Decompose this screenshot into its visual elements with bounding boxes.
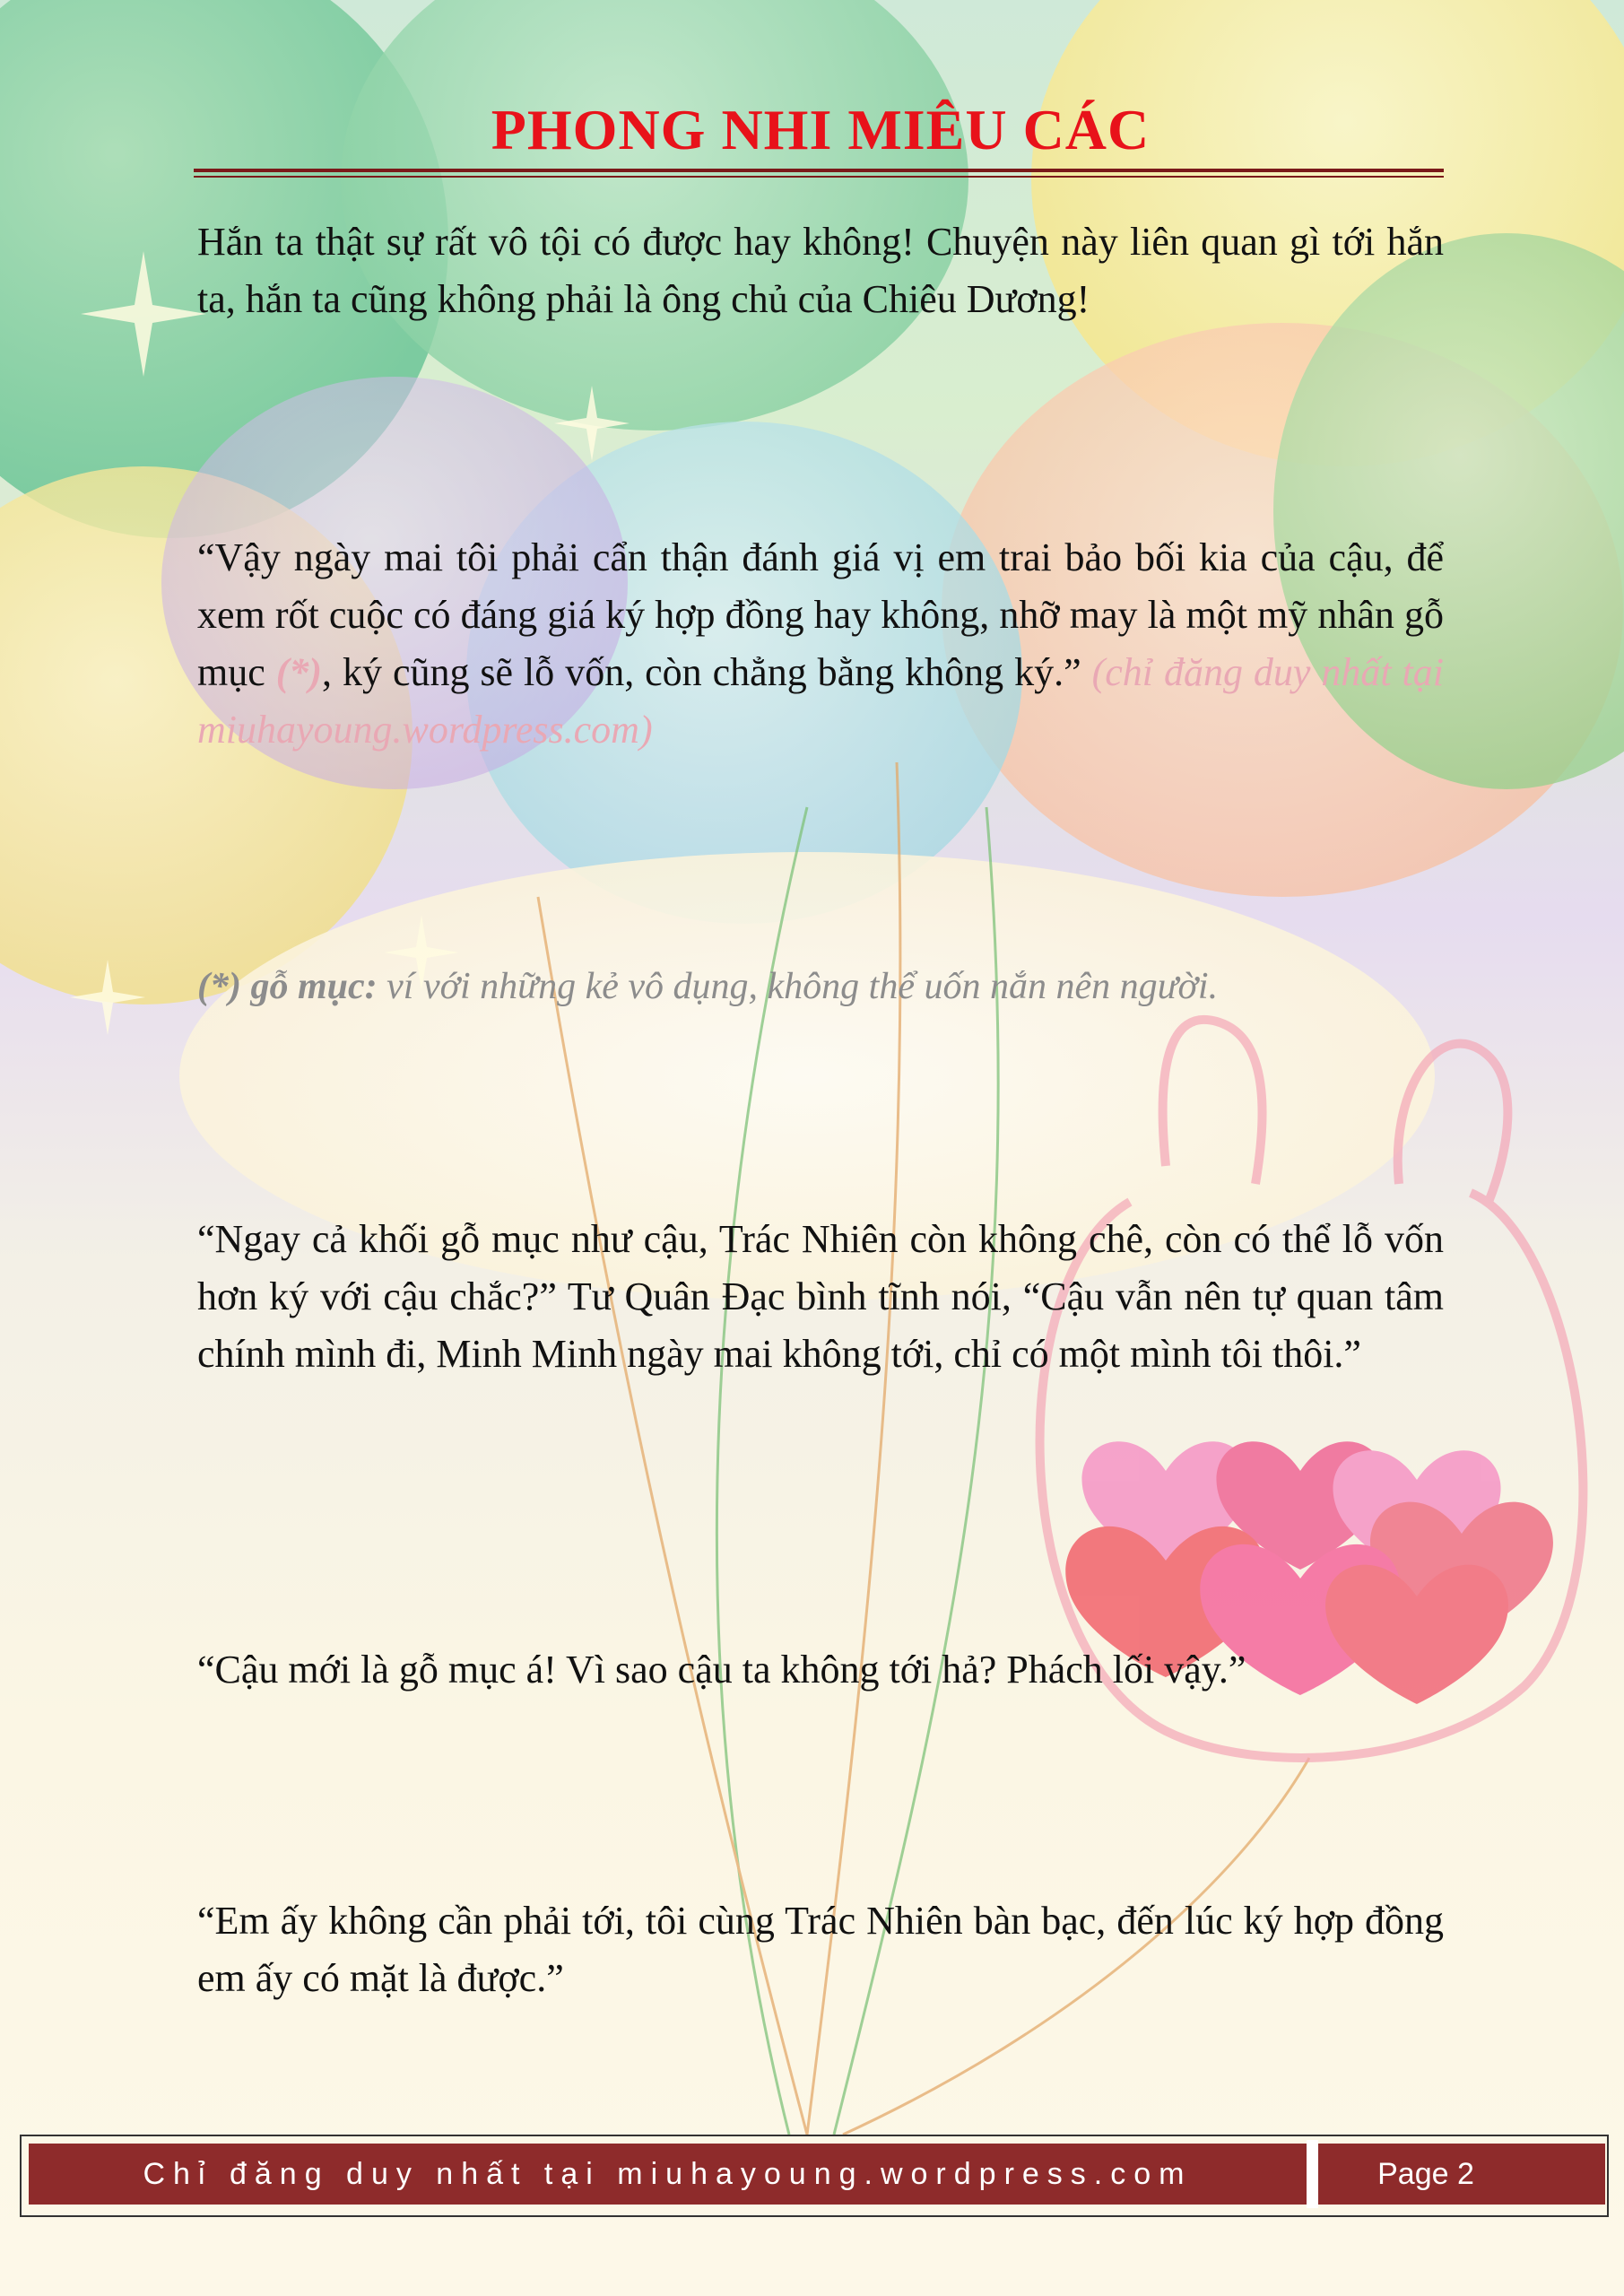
source-credit: (chỉ đăng duy nhất tại miuhayoung.wordpress.com) bbox=[197, 650, 1444, 752]
paragraph: “Cậu mới là gỗ mục á! Vì sao cậu ta không tới hả? Phách lối vậy.” bbox=[197, 1648, 1246, 1692]
page-title: PHONG NHI MIÊU CÁC bbox=[491, 98, 1151, 161]
footnote bbox=[197, 958, 1444, 1015]
paragraph-text: “Vậy ngày mai tôi phải cẩn thận đánh giá vị em trai bảo bối kia của cậu, để xem rốt cuộc có đáng giá ký hợp đồng hay không, nhỡ may là một mỹ nhân gỗ mục bbox=[197, 535, 1444, 694]
title-divider bbox=[194, 176, 1444, 178]
footer-text: Chỉ đăng duy nhất tại miuhayoung.wordpress.com bbox=[143, 2157, 1193, 2191]
paragraph-text: , ký cũng sẽ lỗ vốn, còn chẳng bằng không ký.” bbox=[322, 650, 1092, 694]
footnote-marker: (*) bbox=[275, 650, 323, 694]
footer-separator bbox=[1307, 2140, 1318, 2208]
paragraph bbox=[197, 529, 1444, 759]
page-number: Page 2 bbox=[1377, 2157, 1474, 2191]
footnote-term: (*) gỗ mục: bbox=[197, 966, 378, 1007]
title-divider bbox=[194, 169, 1444, 172]
paragraph: “Ngay cả khối gỗ mục như cậu, Trác Nhiên còn không chê, còn có thể lỗ vốn hơn ký với cậu chắc?” Tư Quân Đạc bình tĩnh nói, “Cậu vẫn nên tự quan tâm chính mình đi, Minh Minh ngày mai không tới, chỉ có một mình tôi thôi.” bbox=[197, 1217, 1444, 1376]
footnote-definition: ví với những kẻ vô dụng, không thể uốn nắn nên người. bbox=[377, 966, 1219, 1007]
paragraph: “Em ấy không cần phải tới, tôi cùng Trác Nhiên bàn bạc, đến lúc ký hợp đồng em ấy có mặt là được.” bbox=[197, 1899, 1444, 2000]
paragraph: Hắn ta thật sự rất vô tội có được hay không! Chuyện này liên quan gì tới hắn ta, hắn ta cũng không phải là ông chủ của Chiêu Dương! bbox=[197, 220, 1444, 321]
